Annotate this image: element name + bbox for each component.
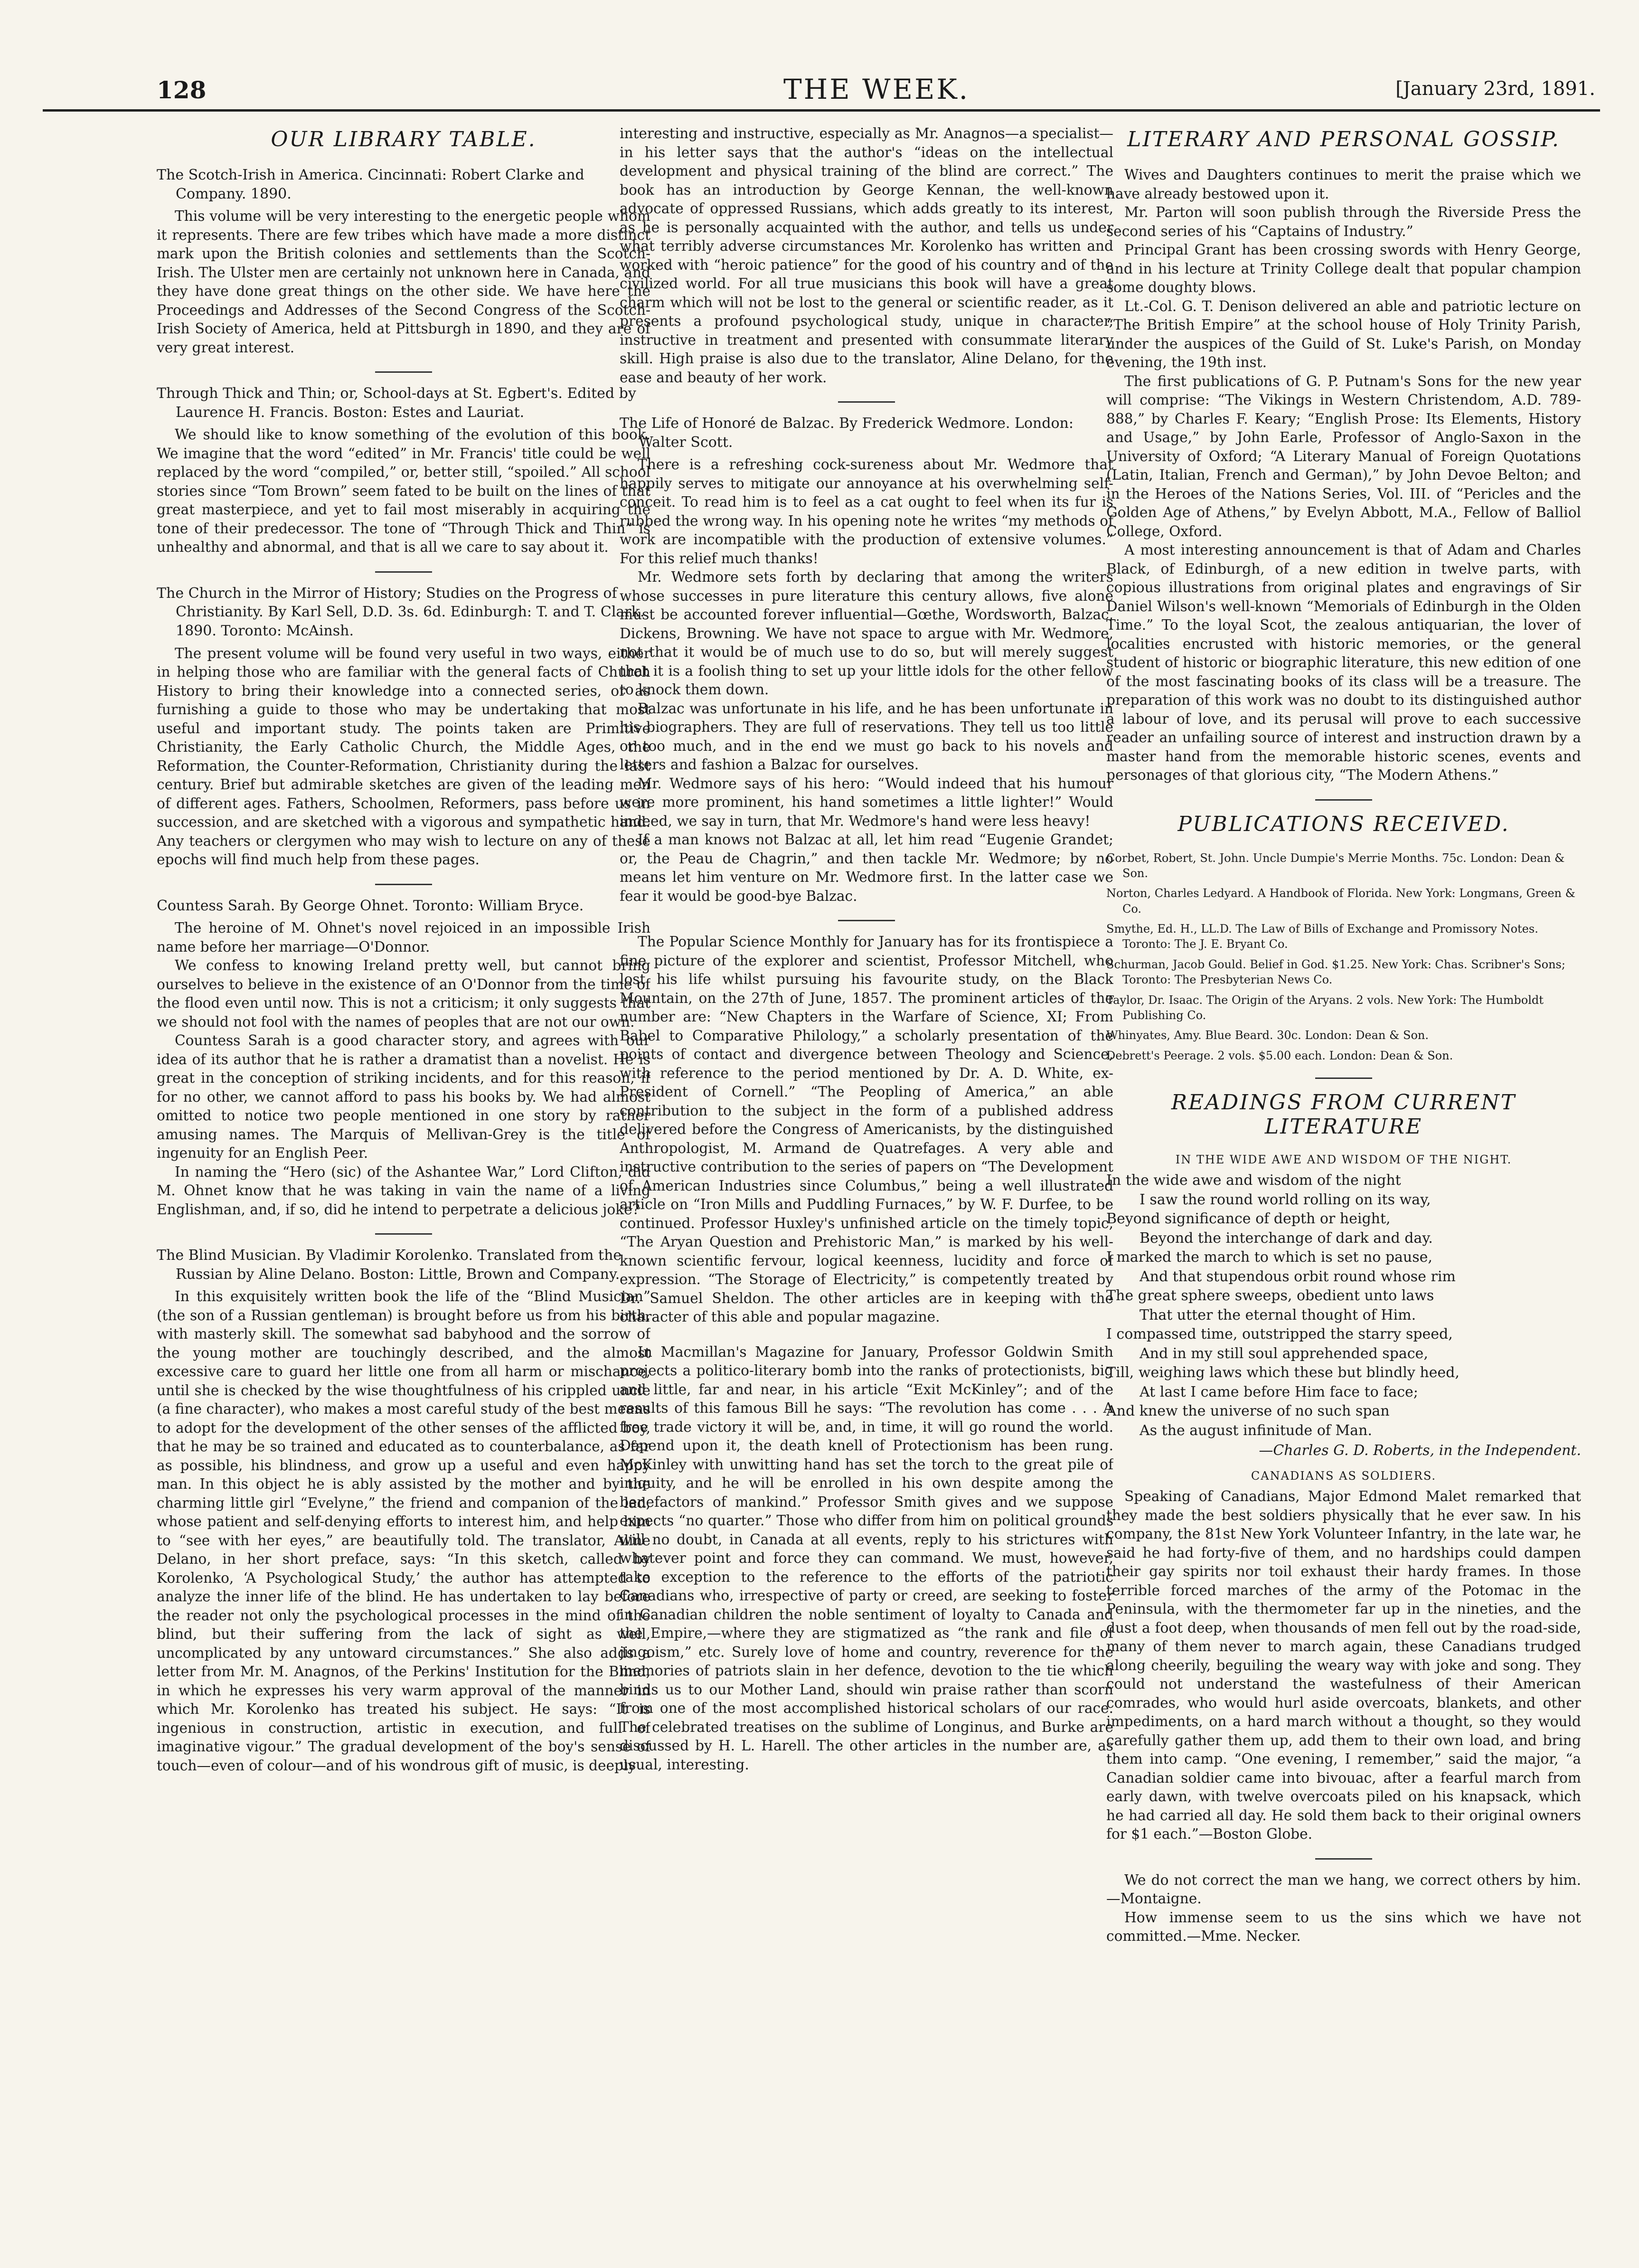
review-entry [620, 414, 1113, 906]
review-paragraph: This volume will be very interesting to the energetic people whom it represents. There are few tribes which have made a more distinct mark upon the British colonies and settlements than the Scotch-Irish. The Ulster men are certainly not unknown here in Canada, and they have done great things on the other side. We have here the Proceedings and Addresses of the Second Congress of the Scotch-Irish Society of America, held at Pittsburgh in 1890, and they are of very great interest. [157, 208, 650, 356]
publication-title: THE WEEK. [783, 73, 970, 105]
magazine-notice: In Macmillan's Magazine for January, Professor Goldwin Smith projects a politico-literary bomb into the ranks of protectionists, big and little, far and near, in his article “Exit McKinley”; and of the results of this famous Bill he says: “The revolution has come . . . A free trade victory it will be, and, in time, it will go round the world. Depend upon it, the death knell of Protectionism has been rung. McKinley with unwitting hand has set the torch to the great pile of iniquity, and he will be enrolled in his own despite among the benefactors of mankind.” Professor Smith gives and we suppose expects “no quarter.” Those who differ from him on political grounds will no doubt, in Canada at all events, reply to his strictures with whatever point and force they can command. We must, however, take exception to the reference to the efforts of the patriotic Canadians who, irrespective of party or creed, are seeking to foster in Canadian children the noble sentiment of loyalty to Canada and the Empire,—where they are stigmatized as “the rank and file of jingoism,” etc. Surely love of home and country, reverence for the memories of patriots slain in her defence, devotion to the tie which binds us to our Mother Land, should win praise rather than scorn from one of the most accomplished historical scholars of our race. The celebrated treatises on the sublime of Longinus, and Burke are discussed by H. L. Harell. The other articles in the number are, as usual, interesting. [620, 1343, 1113, 1773]
gossip-item: Principal Grant has been crossing swords with Henry George, and in his lecture at Trinity College dealt that popular champion some doughty blows. [1106, 242, 1581, 295]
gossip-item: The first publications of G. P. Putnam's Sons for the new year will comprise: “The Vikings in Western Christendom, A.D. 789-888,” by Charles F. Keary; “English Prose: Its Elements, History and Usage,” by John Earle, Professor of Anglo-Saxon in the University of Oxford; “A Literary Manual of Foreign Quotations (Latin, Italian, French and German),” by John Devoe Belton; and in the Heroes of the Nations Series, Vol. III. of “Pericles and the Golden Age of Athens,” by Evelyn Abbott, M.A., Fellow of Balliol College, Oxford. [1106, 373, 1581, 539]
publication-item: Norton, Charles Ledyard. A Handbook of Florida. New York: Longmans, Green & Co. [1106, 887, 1576, 916]
divider [838, 920, 895, 921]
review-paragraph: In naming the “Hero (sic) of the Ashantee War,” Lord Clifton, did M. Ohnet know that he was taking in vain the name of a living Englishman, and, if so, did he intend to perpetrate a delicious joke? [157, 1163, 650, 1218]
review-heading: The Blind Musician. By Vladimir Korolenko. Translated from the Russian by Aline Delano. Boston: Little, Brown and Company. [157, 1247, 622, 1283]
review-paragraph: Countess Sarah is a good character story, and agrees with our idea of its author that he is rather a dramatist than a novelist. He is great in the conception of striking incidents, and for this reason, if for no other, we cannot afford to pass his books by. We had almost omitted to notice two people mentioned in one story by rather amusing names. The Marquis of Mellivan-Grey is the title of ingenuity for an English Peer. [157, 1032, 650, 1162]
review-heading: Countess Sarah. By George Ohnet. Toronto: William Bryce. [157, 897, 584, 914]
review-heading: The Scotch-Irish in America. Cincinnati: Robert Clarke and Company. 1890. [157, 167, 584, 202]
review-entry [157, 384, 650, 557]
page-header [43, 71, 1600, 112]
poem-attribution: —Charles G. D. Roberts, in the Independent. [1259, 1442, 1581, 1459]
review-entry [157, 897, 650, 1219]
review-entry [157, 584, 650, 869]
divider [1315, 1077, 1372, 1079]
review-entry [157, 1246, 650, 1775]
poem-line: The great sphere sweeps, obedient unto laws [1106, 1287, 1434, 1304]
publication-item: Whinyates, Amy. Blue Beard. 30c. London: Dean & Son. [1106, 1029, 1429, 1042]
poem-line: I marked the march to which is set no pause, [1106, 1249, 1432, 1266]
review-heading: The Church in the Mirror of History; Studies on the Progress of Christianity. By Karl Sell, D.D. 3s. 6d. Edinburgh: T. and T. Clark. 1890. Toronto: McAinsh. [157, 585, 645, 640]
poem-line: And in my still soul apprehended space, [1140, 1345, 1428, 1362]
divider [838, 401, 895, 403]
publication-item: Schurman, Jacob Gould. Belief in God. $1.25. New York: Chas. Scribner's Sons; Toronto: The Presbyterian News Co. [1106, 957, 1565, 987]
poem-line: Beyond the interchange of dark and day. [1140, 1229, 1433, 1247]
review-paragraph: There is a refreshing cock-sureness about Mr. Wedmore that happily serves to mitigate our annoyance at his overwhelming self-conceit. To read him is to feel as a cat ought to feel when its fur is rubbed the wrong way. In his opening note he writes “my methods of work are incompatible with the production of extensive volumes.” For this relief much thanks! [620, 456, 1113, 567]
gossip-item: Wives and Daughters continues to merit the praise which we have already bestowed upon it. [1106, 167, 1581, 202]
review-paragraph: interesting and instructive, especially as Mr. Anagnos—a specialist—in his letter says that the author's “ideas on the intellectual development and physical training of the blind are correct.” The book has an introduction by George Kennan, the well-known advocate of oppressed Russians, which adds greatly to its interest, as he is personally acquainted with the author, and tells us under what terribly adverse circumstances Mr. Korolenko has written and worked with “heroic patience” for the good of his country and of the civilized world. For all true musicians this book will have a great charm which will not be lost to the general or scientific reader, as it presents a profound psychological study, unique in character, instructive in treatment and presented with consummate literary skill. High praise is also due to the translator, Aline Delano, for the ease and beauty of her work. [620, 125, 1113, 386]
column-1 [157, 124, 650, 2233]
review-paragraph: Balzac was unfortunate in his life, and he has been unfortunate in his biographers. They are full of reservations. They tell us too little or too much, and in the end we must go back to his novels and letters and fashion a Balzac for ourselves. [620, 700, 1113, 773]
review-paragraph: We confess to knowing Ireland pretty well, but cannot bring ourselves to believe in the existence of an O'Donnor from the time of the flood even until now. This is not a criticism; it only suggests that we should not fool with the names of peoples that are not our own. [157, 957, 650, 1030]
poem-line: And that stupendous orbit round whose rim [1140, 1268, 1456, 1285]
poem-line: And knew the universe of no such span [1106, 1403, 1390, 1420]
review-paragraph: Mr. Wedmore says of his hero: “Would indeed that his humour were more prominent, his hand sometimes a little lighter!” Would indeed, we say in turn, that Mr. Wedmore's hand were less heavy! [620, 775, 1113, 829]
poem-line: In the wide awe and wisdom of the night [1106, 1172, 1401, 1189]
divider [375, 571, 432, 573]
poem-line: Beyond significance of depth or height, [1106, 1210, 1391, 1228]
quote: How immense seem to us the sins which we have not committed.—Mme. Necker. [1106, 1909, 1581, 1945]
review-heading: Through Thick and Thin; or, School-days at St. Egbert's. Edited by Laurence H. Francis. Boston: Estes and Lauriat. [157, 385, 636, 421]
quote: We do not correct the man we hang, we correct others by him.—Montaigne. [1106, 1871, 1581, 1907]
column-2 [620, 124, 1113, 2233]
poem [1106, 1171, 1581, 1440]
soldiers-title: CANADIANS AS SOLDIERS. [1251, 1469, 1437, 1483]
poem-line: At last I came before Him face to face; [1140, 1383, 1418, 1400]
gossip-item: Lt.-Col. G. T. Denison delivered an able and patriotic lecture on “The British Empire” at the school house of Holy Trinity Parish, under the auspices of the Guild of St. Luke's Parish, on Monday evening, the 19th inst. [1106, 298, 1581, 370]
review-paragraph: We should like to know something of the evolution of this book. We imagine that the word “edited” in Mr. Francis' title could be well replaced by the word “compiled,” or, better still, “spoiled.” All school stories since “Tom Brown” seem fated to be built on the lines of that great masterpiece, and yet to fail most miserably in acquiring the tone of their predecessor. The tone of “Through Thick and Thin” is unhealthy and abnormal, and that is all we care to say about it. [157, 426, 650, 556]
section-title-library-table: OUR LIBRARY TABLE. [271, 127, 537, 151]
column-3 [1106, 124, 1581, 2233]
gossip-item: A most interesting announcement is that of Adam and Charles Black, of Edinburgh, of a new edition in twelve parts, with copious illustrations from original plates and engravings of Sir Daniel Wilson's well-known “Memorials of Edinburgh in the Olden Time.” To the loyal Scot, the zealous antiquarian, the lover of localities encrusted with historic memories, or the general student of historic or biographic literature, this new edition of one of the most fascinating books of its class will be a treasure. The preparation of this work was no doubt to its distinguished author a labour of love, and its perusal will prove to each successive reader an unfailing source of interest and instruction drawn by a master hand from the memorable historic scenes, events and personages of that glorious city, “The Modern Athens.” [1106, 542, 1581, 783]
poem-line: That utter the eternal thought of Him. [1140, 1306, 1416, 1323]
divider [1315, 799, 1372, 801]
review-paragraph: The heroine of M. Ohnet's novel rejoiced in an impossible Irish name before her marriage—O'Donnor. [157, 920, 650, 955]
poem-line: I saw the round world rolling on its way, [1140, 1191, 1431, 1208]
review-heading: The Life of Honoré de Balzac. By Frederick Wedmore. London: Walter Scott. [620, 415, 1074, 451]
poem-line: I compassed time, outstripped the starry speed, [1106, 1326, 1453, 1343]
review-entry [157, 166, 650, 357]
issue-date: [January 23rd, 1891. [1395, 78, 1595, 100]
publication-item: Debrett's Peerage. 2 vols. $5.00 each. London: Dean & Son. [1106, 1049, 1453, 1062]
magazine-notice: The Popular Science Monthly for January has for its frontispiece a fine picture of the explorer and scientist, Professor Mitchell, who lost his life whilst pursuing his favourite study, on the Black Mountain, on the 27th of June, 1857. The prominent articles of the number are: “New Chapters in the Warfare of Science, XI; From Babel to Comparative Philology,” a scholarly presentation of the points of contact and divergence between Theology and Science, with reference to the period mentioned by Dr. A. D. White, ex-President of Cornell.” “The Peopling of America,” an able contribution to the subject in the form of a published address delivered before the Congress of Americanists, by the distinguished Anthropologist, M. Armand de Quatrefages. A very able and instructive contribution to the series of papers on “The Development of American Industries since Columbus,” being a well illustrated article on “Iron Mills and Puddling Furnaces,” by W. F. Durfee, to be continued. Professor Huxley's unfinished article on the timely topic, “The Aryan Question and Prehistoric Man,” is marked by his well-known scientific fervour, logical keenness, lucidity and force of expression. “The Storage of Electricity,” is competently treated by Dr. Samuel Sheldon. The other articles are in keeping with the character of this able and popular magazine. [620, 934, 1113, 1325]
divider [1315, 1858, 1372, 1860]
publication-item: Corbet, Robert, St. John. Uncle Dumpie's Merrie Months. 75c. London: Dean & Son. [1106, 851, 1565, 880]
publication-item: Smythe, Ed. H., LL.D. The Law of Bills of Exchange and Promissory Notes. Toronto: The J. E. Bryant Co. [1106, 922, 1538, 951]
review-paragraph: In this exquisitely written book the life of the “Blind Musician” (the son of a Russian gentleman) is brought before us from his birth, with masterly skill. The somewhat sad babyhood and the sorrow of the young mother are touchingly described, and the almost excessive care to guard her little one from all harm or mischance, until she is checked by the wise thoughtfulness of his crippled uncle (a fine character), who makes a most careful study of the best means to adopt for the development of the other senses of the afflicted boy, that he may be so trained and educated as to counterbalance, as far as possible, his blindness, and grow up a useful and even happy man. In this object he is ably assisted by the mother and by the charming little girl “Evelyne,” the friend and companion of the lad, whose patient and self-denying efforts to interest him, and help him to “see with her eyes,” are beautifully told. The translator, Aline Delano, in her short preface, says: “In this sketch, called by Korolenko, ‘A Psychological Study,’ the author has attempted to analyze the inner life of the blind. He has undertaken to lay before the reader not only the psychological processes in the mind of the blind, but their suffering from the lack of sight as well, uncomplicated by any untoward circumstances.” She also adds a letter from Mr. M. Anagnos, of the Perkins' Institution for the Blind, in which he expresses his very warm approval of the manner in which Mr. Korolenko has treated his subject. He says: “It is ingenious in construction, artistic in execution, and full of imaginative vigour.” The gradual development of the boy's sense of touch—even of colour—and of his wondrous gift of music, is deeply [157, 1288, 650, 1774]
divider [375, 1233, 432, 1235]
soldiers-paragraph: Speaking of Canadians, Major Edmond Malet remarked that they made the best soldiers physically that he ever saw. In his company, the 81st New York Volunteer Infantry, in the late war, he said he had forty-five of them, and no hardships could dampen their gay spirits nor toil exhaust their hardy frames. In those terrible forced marches of the army of the Potomac in the Peninsula, with the thermometer far up in the nineties, and the dust a foot deep, when thousands of men fell out by the road-side, many of them never to march again, these Canadians trudged along cheerily, beguiling the weary way with joke and song. They could not understand the wastefulness of their American comrades, who would hurl aside overcoats, blankets, and other impediments, on a hard march without a thought, so they would carefully gather them up, add them to their own load, and bring them into camp. “One evening, I remember,” said the major, “a Canadian soldier came into bivouac, after a fearful march from early dawn, with twelve overcoats piled on his knapsack, which he had carried all day. He sold them back to their original owners for $1 each.”—Boston Globe. [1106, 1488, 1581, 1843]
poem-line: Till, weighing laws which these but blindly heed, [1106, 1364, 1460, 1381]
divider [375, 371, 432, 373]
page-number: 128 [157, 76, 207, 104]
poem-line: As the august infinitude of Man. [1140, 1422, 1372, 1439]
review-paragraph: Mr. Wedmore sets forth by declaring that among the writers whose successes in pure literature this century allows, five alone must be accounted forever influential—Gœthe, Wordsworth, Balzac, Dickens, Browning. We have not space to argue with Mr. Wedmore, not that it would be of much use to do so, but will merely suggest that it is a foolish thing to set up your little idols for the other fellow to knock them down. [620, 569, 1113, 698]
divider [375, 884, 432, 885]
review-paragraph: If a man knows not Balzac at all, let him read “Eugenie Grandet; or, the Peau de Chagrin,” and then tackle Mr. Wedmore; by no means let him venture on Mr. Wedmore first. In the latter case we fear it would be good-bye Balzac. [620, 832, 1113, 904]
review-paragraph: The present volume will be found very useful in two ways, either in helping those who are familiar with the general facts of Church History to bring their knowledge into a connected series, or as furnishing a guide to those who may be undertaking that most useful and important study. The points taken are Primitive Christianity, the Early Catholic Church, the Middle Ages, the Reformation, the Counter-Reformation, Christianity during the last century. Brief but admirable sketches are given of the leading men of different ages. Fathers, Schoolmen, Reformers, pass before us in succession, and are sketched with a vigorous and sympathetic hand. Any teachers or clergymen who may wish to lecture on any of these epochs will find much help from these pages. [157, 645, 650, 868]
section-title-readings: READINGS FROM CURRENT LITERATURE [1171, 1090, 1517, 1139]
section-title-gossip: LITERARY AND PERSONAL GOSSIP. [1127, 127, 1560, 151]
poem-title: IN THE WIDE AWE AND WISDOM OF THE NIGHT. [1175, 1153, 1512, 1167]
gossip-item: Mr. Parton will soon publish through the Riverside Press the second series of his “Captains of Industry.” [1106, 204, 1581, 239]
section-title-publications: PUBLICATIONS RECEIVED. [1177, 812, 1510, 836]
publication-item: Taylor, Dr. Isaac. The Origin of the Aryans. 2 vols. New York: The Humboldt Publishing Co. [1106, 993, 1544, 1022]
